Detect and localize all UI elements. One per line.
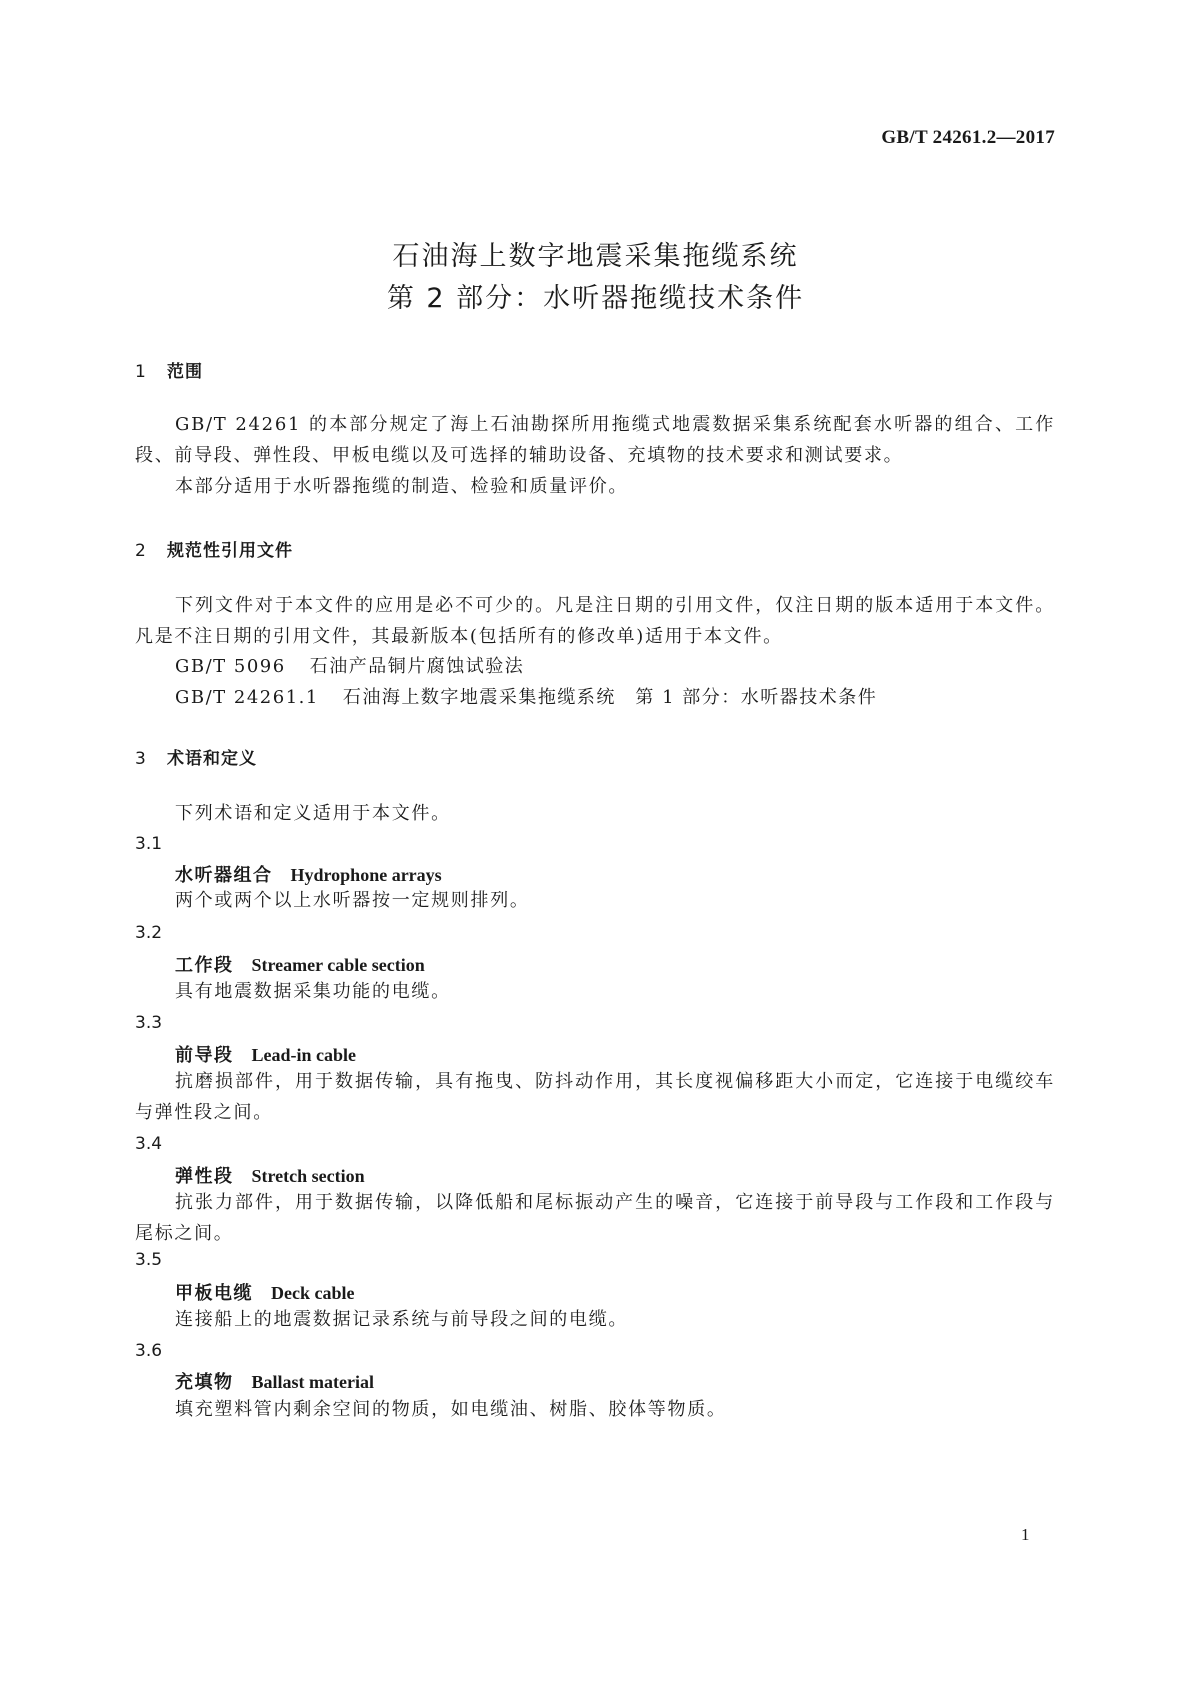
term-en: Hydrophone arrays bbox=[290, 865, 442, 885]
section-heading-terms bbox=[135, 744, 257, 769]
term-definition: 具有地震数据采集功能的电缆。 bbox=[175, 981, 451, 1002]
term-definition: 填充塑料管内剩余空间的物质，如电缆油、树脂、胶体等物质。 bbox=[175, 1399, 727, 1420]
term-en: Stretch section bbox=[251, 1166, 365, 1186]
section-title: 规范性引用文件 bbox=[167, 541, 293, 561]
term-definition: 两个或两个以上水听器按一定规则排列。 bbox=[175, 890, 530, 911]
section-heading-normative-references bbox=[135, 536, 293, 561]
section-heading-scope bbox=[135, 357, 203, 382]
document-title-line-2: 第 2 部分：水听器拖缆技术条件 bbox=[386, 283, 805, 314]
paragraph: GB/T 24261 的本部分规定了海上石油勘探所用拖缆式地震数据采集系统配套水听器的组合、工作段、前导段、弹性段、甲板电缆以及可选择的辅助设备、充填物的技术要求和测试要求。 bbox=[135, 414, 1055, 466]
section-title: 范围 bbox=[167, 362, 203, 382]
reference-title: 石油海上数字地震采集拖缆系统 第 1 部分：水听器技术条件 bbox=[342, 687, 878, 708]
term-heading bbox=[175, 951, 425, 977]
term-number: 3.2 bbox=[135, 923, 163, 943]
term-definition: 抗张力部件，用于数据传输，以降低船和尾标振动产生的噪音，它连接于前导段与工作段和工作段与尾标之间。 bbox=[135, 1192, 1055, 1244]
standard-code: GB/T 24261.2—2017 bbox=[881, 127, 1055, 148]
term-definition: 抗磨损部件，用于数据传输，具有拖曳、防抖动作用，其长度视偏移距大小而定，它连接于电缆绞车与弹性段之间。 bbox=[135, 1071, 1055, 1123]
term-number: 3.1 bbox=[135, 834, 163, 854]
term-en: Ballast material bbox=[251, 1372, 374, 1392]
reference-item bbox=[175, 652, 524, 678]
term-zh: 充填物 bbox=[175, 1372, 234, 1393]
term-zh: 前导段 bbox=[175, 1045, 234, 1066]
term-number: 3.4 bbox=[135, 1134, 163, 1154]
term-heading bbox=[175, 1279, 354, 1305]
paragraph: 本部分适用于水听器拖缆的制造、检验和质量评价。 bbox=[175, 476, 629, 497]
section-title: 术语和定义 bbox=[167, 749, 257, 769]
term-zh: 甲板电缆 bbox=[175, 1283, 253, 1304]
document-title-line-1: 石油海上数字地震采集拖缆系统 bbox=[392, 241, 799, 272]
term-zh: 弹性段 bbox=[175, 1166, 234, 1187]
term-heading bbox=[175, 1162, 365, 1188]
term-number: 3.3 bbox=[135, 1013, 163, 1033]
term-en: Lead-in cable bbox=[251, 1045, 357, 1065]
paragraph: 下列术语和定义适用于本文件。 bbox=[175, 803, 451, 824]
term-heading bbox=[175, 1041, 356, 1067]
reference-code: GB/T 24261.1 bbox=[175, 687, 319, 708]
reference-item bbox=[175, 683, 877, 709]
term-zh: 水听器组合 bbox=[175, 865, 273, 886]
paragraph: 下列文件对于本文件的应用是必不可少的。凡是注日期的引用文件，仅注日期的版本适用于本文件。凡是不注日期的引用文件，其最新版本(包括所有的修改单)适用于本文件。 bbox=[135, 595, 1055, 647]
reference-code: GB/T 5096 bbox=[175, 656, 286, 677]
term-definition: 连接船上的地震数据记录系统与前导段之间的电缆。 bbox=[175, 1309, 629, 1330]
reference-title: 石油产品铜片腐蚀试验法 bbox=[309, 656, 525, 677]
term-en: Deck cable bbox=[271, 1283, 355, 1303]
term-zh: 工作段 bbox=[175, 955, 234, 976]
term-number: 3.5 bbox=[135, 1250, 163, 1270]
term-number: 3.6 bbox=[135, 1341, 163, 1361]
section-number: 2 bbox=[135, 541, 147, 561]
term-heading bbox=[175, 861, 442, 887]
section-number: 3 bbox=[135, 749, 147, 769]
section-number: 1 bbox=[135, 362, 147, 382]
page-number: 1 bbox=[1021, 1525, 1030, 1544]
term-en: Streamer cable section bbox=[251, 955, 425, 975]
term-heading bbox=[175, 1368, 374, 1394]
